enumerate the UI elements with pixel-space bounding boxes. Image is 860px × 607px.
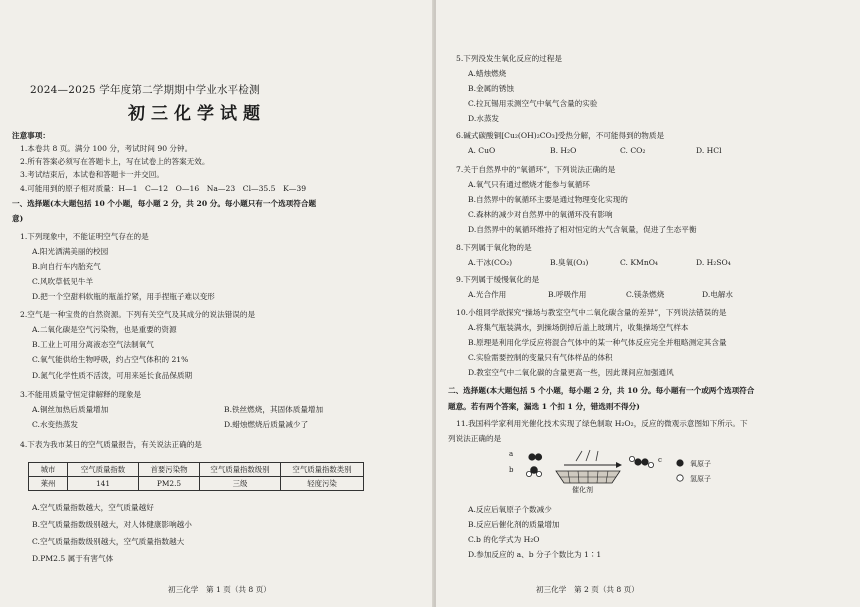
answer-option: B.铁丝燃烧，其固体质量增加 bbox=[224, 405, 324, 414]
legend-oxygen: 氧原子 bbox=[690, 460, 711, 468]
table-header-cell: 首要污染物 bbox=[139, 463, 200, 477]
light-ray bbox=[576, 451, 582, 461]
section-heading: 二、选择题(本大题包括 5 个小题，每小题 2 分，共 10 分。每小题有一个或两个选项符合 bbox=[448, 386, 755, 395]
answer-option: C.森林的减少对自然界中的氧循环没有影响 bbox=[468, 210, 613, 219]
answer-option: D. HCl bbox=[696, 146, 722, 155]
question-stem: 8.下列属于氧化物的是 bbox=[456, 243, 532, 252]
answer-option: D.氮气化学性质不活泼，可用来延长食品保质期 bbox=[32, 371, 193, 380]
answer-option: B.向自行车内胎充气 bbox=[32, 262, 101, 271]
molecule-label-c: c bbox=[658, 456, 662, 464]
hydrogen-atom bbox=[629, 456, 634, 461]
notice-title: 注意事项： bbox=[12, 131, 50, 140]
answer-option: C.镁条燃烧 bbox=[626, 290, 665, 299]
answer-option: C.空气质量指数级别越大，空气质量指数越大 bbox=[32, 537, 185, 546]
question-stem: 5.下列没发生氧化反应的过程是 bbox=[456, 54, 562, 63]
answer-option: C.风吹草低见牛羊 bbox=[32, 277, 94, 286]
section-heading: 一、选择题(本大题包括 10 个小题，每小题 2 分，共 20 分。每小题只有一个选项符合题 bbox=[12, 199, 317, 208]
answer-option: D.电解水 bbox=[702, 290, 734, 299]
answer-option: C.b 的化学式为 H₂O bbox=[468, 535, 540, 544]
notice-line: 1.本卷共 8 页。满分 100 分，考试时间 90 分钟。 bbox=[20, 144, 193, 153]
question-stem: 6.碱式碳酸铜[Cu₂(OH)₂CO₃]受热分解，不可能得到的物质是 bbox=[456, 131, 665, 140]
question-stem: 1.下列现象中，不能证明空气存在的是 bbox=[20, 232, 149, 241]
oxygen-atom bbox=[528, 453, 535, 460]
hydrogen-atom bbox=[526, 471, 531, 476]
notice-line: 4.可能用到的原子相对质量：H—1 C—12 O—16 Na—23 Cl—35.5 K—39 bbox=[20, 184, 307, 193]
oxygen-atom bbox=[535, 453, 542, 460]
answer-option: B.原理是利用化学反应将混合气体中的某一种气体反应完全并粗略测定其含量 bbox=[468, 338, 727, 347]
answer-option: A.氧气只有通过燃烧才能参与氧循环 bbox=[468, 180, 590, 189]
answer-option: C.实验需要控制的变量只有气体样品的体积 bbox=[468, 353, 613, 362]
hydrogen-atom bbox=[648, 462, 653, 467]
answer-option: B. H₂O bbox=[550, 146, 577, 155]
answer-option: D.蜡烛燃烧后质量减少了 bbox=[224, 420, 309, 429]
answer-option: B.空气质量指数级别越大，对人体健康影响越小 bbox=[32, 520, 192, 529]
light-ray bbox=[586, 450, 590, 461]
question-stem: 4.下表为我市某日的空气质量报告，有关说法正确的是 bbox=[20, 440, 202, 449]
question-stem: 10.小组同学欲探究“操场与教室空气中二氧化碳含量的差异”，下列说法错误的是 bbox=[456, 308, 727, 317]
reaction-arrow-head bbox=[616, 462, 622, 468]
answer-option: D.把一个空甜料软瓶的瓶盖拧紧，用手捏瓶子难以变形 bbox=[32, 292, 215, 301]
question-stem: 3.不能用质量守恒定律解释的现象是 bbox=[20, 390, 142, 399]
table-header-cell: 空气质量指数类别 bbox=[281, 463, 364, 477]
answer-option: D. H₂SO₄ bbox=[696, 258, 731, 267]
answer-option: D.教室空气中二氧化碳的含量更高一些，因此课间应加强通风 bbox=[468, 368, 674, 377]
question-stem: 7.关于自然界中的“氧循环”，下列说法正确的是 bbox=[456, 165, 616, 174]
answer-option: B.金属的锈蚀 bbox=[468, 84, 514, 93]
answer-option: A.阳光洒满美丽的校园 bbox=[32, 247, 109, 256]
answer-option: C. KMnO₄ bbox=[620, 258, 658, 267]
page-title: 初三化学试题 bbox=[128, 104, 266, 124]
oxygen-atom bbox=[641, 458, 648, 465]
question-stem: 列说法正确的是 bbox=[448, 434, 502, 443]
question-stem: 2.空气是一种宝贵的自然资源。下列有关空气及其成分的说法错误的是 bbox=[20, 310, 256, 319]
exam-title: 2024—2025 学年度第二学期期中学业水平检测 bbox=[30, 84, 260, 96]
notice-line: 3.考试结束后，本试卷和答题卡一并交回。 bbox=[20, 170, 164, 179]
answer-option: A. CuO bbox=[468, 146, 496, 155]
section-heading: 意) bbox=[12, 214, 24, 223]
table-cell: 141 bbox=[68, 477, 139, 491]
answer-option: B.反应后催化剂的质量增加 bbox=[468, 520, 560, 529]
answer-option: A.反应后氧原子个数减少 bbox=[468, 505, 552, 514]
table-cell: PM2.5 bbox=[139, 477, 200, 491]
answer-option: A.蜡烛燃烧 bbox=[468, 69, 507, 78]
notice-line: 2.所有答案必须写在答题卡上，写在试卷上的答案无效。 bbox=[20, 157, 210, 166]
hydrogen-atom bbox=[536, 471, 541, 476]
answer-option: B.呼吸作用 bbox=[548, 290, 587, 299]
answer-option: C.水变热蒸发 bbox=[32, 420, 78, 429]
table-cell: 轻度污染 bbox=[281, 477, 364, 491]
legend-hydrogen: 氢原子 bbox=[690, 475, 711, 483]
answer-option: C.氧气能供给生物呼吸，约占空气体积的 21% bbox=[32, 355, 189, 364]
answer-option: A.将集气瓶装满水，到操场倒掉后盖上玻璃片，收集操场空气样本 bbox=[468, 323, 689, 332]
answer-option: D.水蒸发 bbox=[468, 114, 500, 123]
answer-option: A.光合作用 bbox=[468, 290, 507, 299]
answer-option: B.工业上可用分离液态空气法制氧气 bbox=[32, 340, 154, 349]
answer-option: B.自然界中的氧循环主要是通过物理变化实现的 bbox=[468, 195, 628, 204]
hydrogen-legend-icon bbox=[677, 475, 683, 481]
answer-option: A.空气质量指数越大，空气质量越好 bbox=[32, 503, 154, 512]
oxygen-legend-icon bbox=[676, 459, 683, 466]
answer-option: C.拉瓦锡用汞测空气中氧气含量的实验 bbox=[468, 99, 598, 108]
question-stem: 11.我国科学家利用光催化技术实现了绿色制取 H₂O₂，反应的微观示意图如下所示。下 bbox=[456, 419, 748, 428]
exam-page-2 bbox=[436, 0, 860, 607]
table-cell: 莱州 bbox=[29, 477, 68, 491]
page-footer: 初三化学 第 1 页（共 8 页） bbox=[168, 585, 271, 594]
answer-option: A.干冰(CO₂) bbox=[468, 258, 513, 267]
table-header-cell: 空气质量指数 bbox=[68, 463, 139, 477]
question-stem: 9.下列属于缓慢氧化的是 bbox=[456, 275, 540, 284]
table-row bbox=[29, 477, 364, 491]
air-quality-table bbox=[28, 462, 364, 491]
light-ray bbox=[596, 451, 598, 461]
table-header-row bbox=[29, 463, 364, 477]
answer-option: A.二氧化碳是空气污染物，也是重要的资源 bbox=[32, 325, 177, 334]
molecule-label-b: b bbox=[509, 466, 514, 474]
catalyst-label: 催化剂 bbox=[572, 486, 593, 494]
answer-option: C. CO₂ bbox=[620, 146, 646, 155]
answer-option: A.铜丝加热后质量增加 bbox=[32, 405, 109, 414]
answer-option: D.PM2.5 属于有害气体 bbox=[32, 554, 114, 563]
oxygen-atom bbox=[634, 458, 641, 465]
table-header-cell: 空气质量指数级别 bbox=[200, 463, 281, 477]
table-header-cell: 城市 bbox=[29, 463, 68, 477]
section-heading: 题意。若有两个答案，漏选 1 个扣 1 分，错选则不得分) bbox=[448, 402, 640, 411]
answer-option: D.参加反应的 a、b 分子个数比为 1∶1 bbox=[468, 550, 602, 559]
page-footer: 初三化学 第 2 页（共 8 页） bbox=[536, 585, 639, 594]
legend-icons bbox=[674, 456, 686, 486]
table-cell: 三级 bbox=[200, 477, 281, 491]
molecule-label-a: a bbox=[509, 450, 514, 458]
answer-option: D.自然界中的氧循环维持了相对恒定的大气含氧量，促进了生态平衡 bbox=[468, 225, 697, 234]
answer-option: B.臭氧(O₃) bbox=[550, 258, 589, 267]
